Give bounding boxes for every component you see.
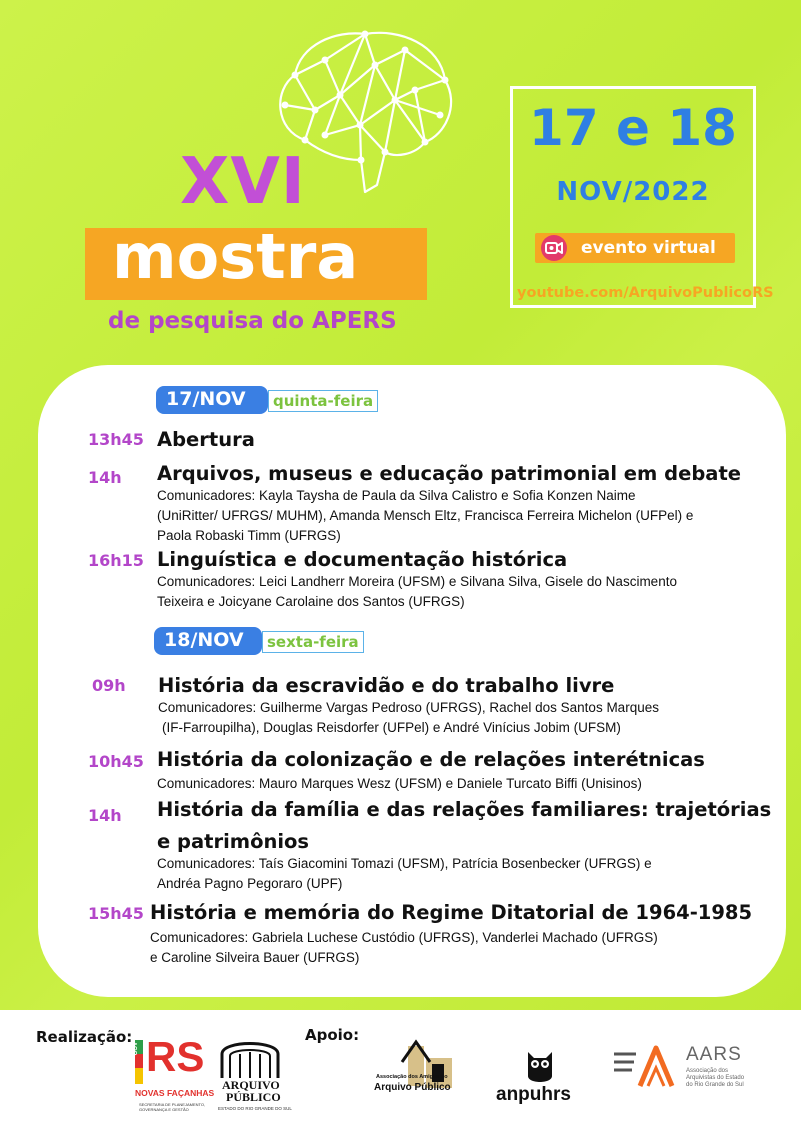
day-weekday: sexta-feira: [262, 631, 364, 653]
aars-sub-line: Arquivistas do Estado: [686, 1075, 745, 1081]
speakers-line: Comunicadores: Mauro Marques Wesz (UFSM) e Daniele Turcato Biffi (Unisinos): [157, 776, 642, 791]
amigos-line2: Arquivo Público: [374, 1082, 451, 1093]
session-speakers: [157, 774, 642, 794]
speakers-line: (IF-Farroupilha), Douglas Reisdorfer (UFPel) e André Vinícius Jobim (UFSM): [162, 720, 621, 735]
video-camera-icon: [541, 235, 567, 261]
day-date: 17/NOV: [156, 386, 268, 414]
archive-building-icon: [218, 1034, 282, 1080]
event-days: 17 e 18: [529, 99, 737, 157]
session-title: História da escravidão e do trabalho livre: [158, 674, 615, 697]
realizacao-label: Realização:: [36, 1028, 133, 1046]
rs-gov-text: GOV: [133, 1042, 139, 1056]
aars-mark: [612, 1042, 676, 1090]
rs-secretariat: SECRETARIA DE PLANEJAMENTO, GOVERNANÇA E GESTÃO: [139, 1102, 206, 1112]
session-time: 15h45: [88, 904, 144, 923]
session-title: História e memória do Regime Ditatorial de 1964-1985: [150, 901, 753, 924]
session-speakers: [158, 698, 659, 738]
date-box: [510, 86, 774, 308]
footer: [0, 1010, 801, 1132]
aars-sub: [686, 1068, 744, 1089]
aars-sub-line: Associação dos: [686, 1068, 729, 1074]
speakers-line: Teixeira e Joicyane Carolaine dos Santos (UFRGS): [157, 594, 465, 609]
event-title: mostra: [112, 220, 359, 293]
speakers-line: Comunicadores: Kayla Taysha de Paula da Silva Calistro e Sofia Konzen Naime: [157, 488, 636, 503]
day-date: 18/NOV: [154, 627, 262, 655]
rs-mark: RS: [146, 1033, 205, 1080]
arquivo-publico-logo: [218, 1034, 292, 1114]
session-time: 09h: [92, 676, 126, 695]
rs-flag-bar-yellow: [135, 1068, 143, 1084]
speakers-line: Comunicadores: Gabriela Luchese Custódio (UFRGS), Vanderlei Machado (UFRGS): [150, 930, 658, 945]
speakers-line: Comunicadores: Taís Giacomini Tomazi (UFSM), Patrícia Bosenbecker (UFRGS) e: [157, 856, 652, 871]
session-speakers: [157, 854, 652, 894]
rs-tagline: NOVAS FAÇANHAS: [135, 1088, 215, 1098]
aars-name: AARS: [686, 1044, 742, 1065]
arquivo-sub: ESTADO DO RIO GRANDE DO SUL: [218, 1106, 292, 1111]
day-weekday: quinta-feira: [268, 390, 378, 412]
amigos-line1: Associação dos Amigos do: [376, 1074, 448, 1080]
aars-logo: [612, 1042, 772, 1102]
virtual-badge: [535, 233, 735, 263]
speakers-line: Paola Robaski Timm (UFRGS): [157, 528, 341, 543]
apoio-label: Apoio:: [305, 1026, 360, 1044]
youtube-link[interactable]: youtube.com/ArquivoPublicoRS: [517, 285, 774, 301]
edition-number: XVI: [180, 145, 306, 219]
rs-government-logo: [133, 1033, 215, 1116]
session-title: Abertura: [157, 428, 255, 451]
session-time: 10h45: [88, 752, 144, 771]
amigos-arquivo-mark: [372, 1038, 472, 1104]
virtual-label: evento virtual: [581, 238, 716, 258]
session-title-continued: e patrimônios: [157, 830, 310, 853]
speakers-line: e Caroline Silveira Bauer (UFRGS): [150, 950, 360, 965]
event-month-year: NOV/2022: [556, 177, 710, 207]
aars-sub-line: do Rio Grande do Sul: [686, 1082, 744, 1088]
speakers-line: Comunicadores: Guilherme Vargas Pedroso (UFRGS), Rachel dos Santos Marques: [158, 700, 659, 715]
event-subtitle: de pesquisa do APERS: [108, 308, 397, 334]
session-title: Linguística e documentação histórica: [157, 548, 568, 571]
arquivo-line1: ARQUIVO: [222, 1078, 280, 1092]
session-speakers: [157, 572, 677, 612]
speakers-line: Comunicadores: Leici Landherr Moreira (UFSM) e Silvana Silva, Gisele do Nascimento: [157, 574, 677, 589]
owl-icon: [492, 1046, 588, 1086]
session-title: Arquivos, museus e educação patrimonial em debate: [157, 462, 741, 485]
arquivo-line2: PÚBLICO: [226, 1090, 281, 1104]
anpuh-logo: [492, 1046, 588, 1112]
session-title: História da colonização e de relações interétnicas: [157, 748, 705, 771]
session-speakers: [157, 486, 693, 546]
amigos-arquivo-logo: [372, 1038, 472, 1104]
session-title: História da família e das relações familiares: trajetórias: [157, 798, 772, 821]
speakers-line: Andréa Pagno Pegoraro (UPF): [157, 876, 343, 891]
session-speakers: [150, 928, 658, 968]
anpuh-wordmark: anpuhrs: [496, 1084, 571, 1105]
session-time: 14h: [88, 806, 122, 825]
session-time: 16h15: [88, 551, 144, 570]
speakers-line: (UniRitter/ UFRGS/ MUHM), Amanda Mensch Eltz, Francisca Ferreira Michelon (UFPel) e: [157, 508, 694, 523]
rs-flag-bar-red: [135, 1054, 143, 1068]
session-time: 13h45: [88, 430, 144, 449]
session-time: 14h: [88, 468, 122, 487]
